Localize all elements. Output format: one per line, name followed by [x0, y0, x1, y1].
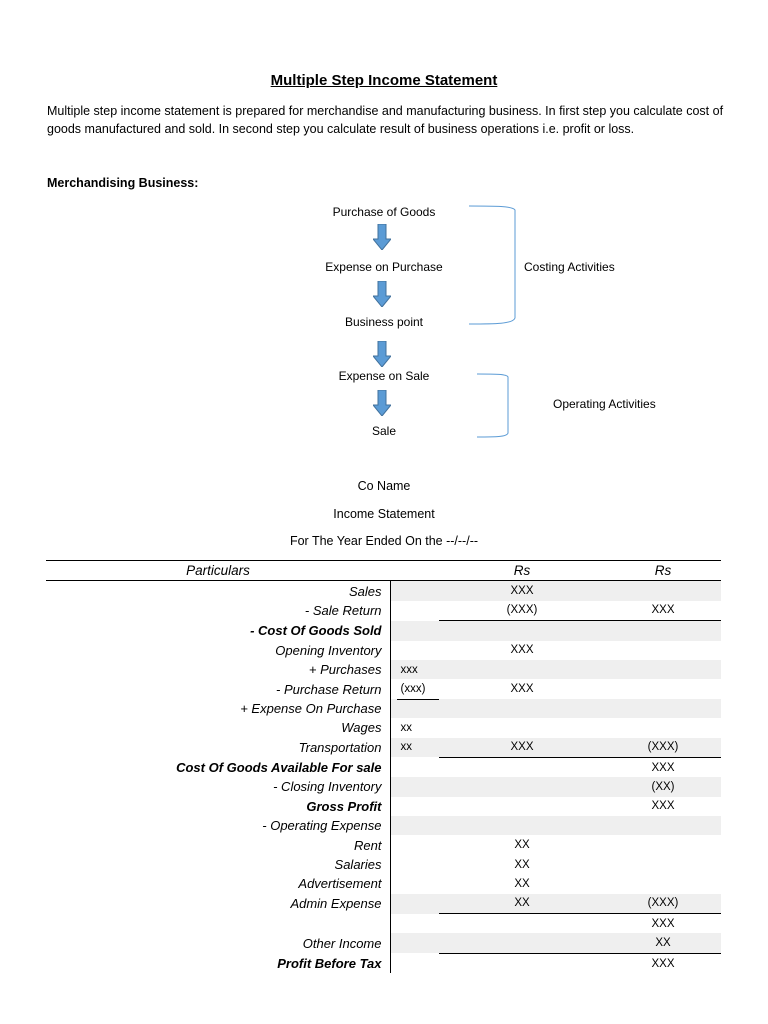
statement-name: Income Statement: [333, 507, 435, 521]
row-total: XXX: [651, 800, 675, 813]
table-row: [46, 757, 721, 777]
row-label: Sales: [46, 581, 390, 601]
table-row: [46, 621, 721, 641]
table-row: [46, 816, 721, 835]
row-sub-amount: xx: [400, 721, 412, 734]
flow-step-expense-on-purchase: Expense on Purchase: [325, 260, 443, 274]
row-label: + Expense On Purchase: [46, 699, 390, 718]
row-label: Opening Inventory: [46, 641, 390, 660]
row-label: - Cost Of Goods Sold: [46, 621, 390, 641]
row-label: Wages: [46, 718, 390, 737]
row-amount: (XXX): [506, 604, 538, 617]
row-amount: XX: [439, 894, 605, 914]
row-sub-amount: xxx: [390, 660, 439, 679]
row-amount: XX: [514, 839, 530, 852]
column-header-rs: Rs: [439, 561, 605, 581]
flow-step-business-point: Business point: [344, 315, 424, 329]
row-total: (XXX): [605, 894, 721, 914]
row-label: - Purchase Return: [46, 679, 390, 698]
row-label: - Sale Return: [46, 601, 390, 621]
row-total: XXX: [651, 604, 675, 617]
down-arrow-icon: [373, 341, 391, 367]
column-header-particulars: Particulars: [46, 561, 390, 581]
company-name: Co Name: [357, 479, 411, 493]
table-row: [46, 874, 721, 893]
row-amount: XX: [514, 877, 530, 890]
row-total: XXX: [605, 914, 721, 934]
row-label: Admin Expense: [46, 894, 390, 914]
row-label: + Purchases: [46, 660, 390, 679]
table-header-row: [46, 561, 721, 581]
table-row: [46, 641, 721, 660]
table-row: [46, 777, 721, 796]
operating-bracket: [475, 370, 515, 440]
table-row: [46, 914, 721, 934]
table-row: [46, 738, 721, 758]
table-row: [46, 601, 721, 621]
row-label: Advertisement: [46, 874, 390, 893]
table-row: [46, 953, 721, 973]
row-amount: XXX: [439, 581, 605, 601]
table-row: [46, 581, 721, 601]
table-row: [46, 894, 721, 914]
page-title: Multiple Step Income Statement: [270, 72, 498, 89]
operating-activities-label: Operating Activities: [553, 397, 656, 411]
row-sub-amount: (xxx): [390, 679, 439, 698]
table-row: [46, 718, 721, 737]
statement-period: For The Year Ended On the --/--/--: [289, 534, 479, 548]
row-label: Transportation: [46, 738, 390, 758]
row-label: Cost Of Goods Available For sale: [46, 757, 390, 777]
flow-step-expense-on-sale: Expense on Sale: [338, 369, 430, 383]
row-total: XXX: [605, 757, 721, 777]
row-label: Gross Profit: [46, 797, 390, 816]
row-total: XXX: [605, 953, 721, 973]
row-label: - Closing Inventory: [46, 777, 390, 796]
row-total: (XX): [605, 777, 721, 796]
row-sub-amount: xx: [390, 738, 439, 758]
row-amount: XX: [514, 858, 530, 871]
row-label: - Operating Expense: [46, 816, 390, 835]
table-row: [46, 835, 721, 854]
down-arrow-icon: [373, 224, 391, 250]
costing-activities-label: Costing Activities: [524, 260, 615, 274]
costing-bracket: [465, 200, 525, 330]
row-label: Salaries: [46, 855, 390, 874]
column-header-rs: Rs: [605, 561, 721, 581]
down-arrow-icon: [373, 281, 391, 307]
table-row: [46, 699, 721, 718]
table-row: [46, 933, 721, 953]
row-amount: XXX: [510, 683, 534, 696]
table-row: [46, 855, 721, 874]
row-total: (XXX): [605, 738, 721, 758]
flow-step-sale: Sale: [371, 424, 397, 438]
row-amount: XXX: [510, 644, 534, 657]
income-statement-table: [46, 560, 721, 973]
row-label: Rent: [46, 835, 390, 854]
down-arrow-icon: [373, 390, 391, 416]
row-label: Profit Before Tax: [46, 953, 390, 973]
row-amount: XXX: [439, 738, 605, 758]
row-label: Other Income: [46, 933, 390, 953]
table-row: [46, 679, 721, 698]
intro-paragraph: Multiple step income statement is prepared for merchandise and manufacturing business. In first step you calculate cost of goods manufactured and sold. In second step you calculate result of business operations i.e. profit or loss.: [47, 104, 724, 136]
flow-step-purchase-of-goods: Purchase of Goods: [332, 205, 436, 219]
section-heading: Merchandising Business:: [47, 176, 199, 190]
row-total: XX: [605, 933, 721, 953]
table-row: [46, 660, 721, 679]
table-row: [46, 797, 721, 816]
row-label: [46, 914, 390, 934]
